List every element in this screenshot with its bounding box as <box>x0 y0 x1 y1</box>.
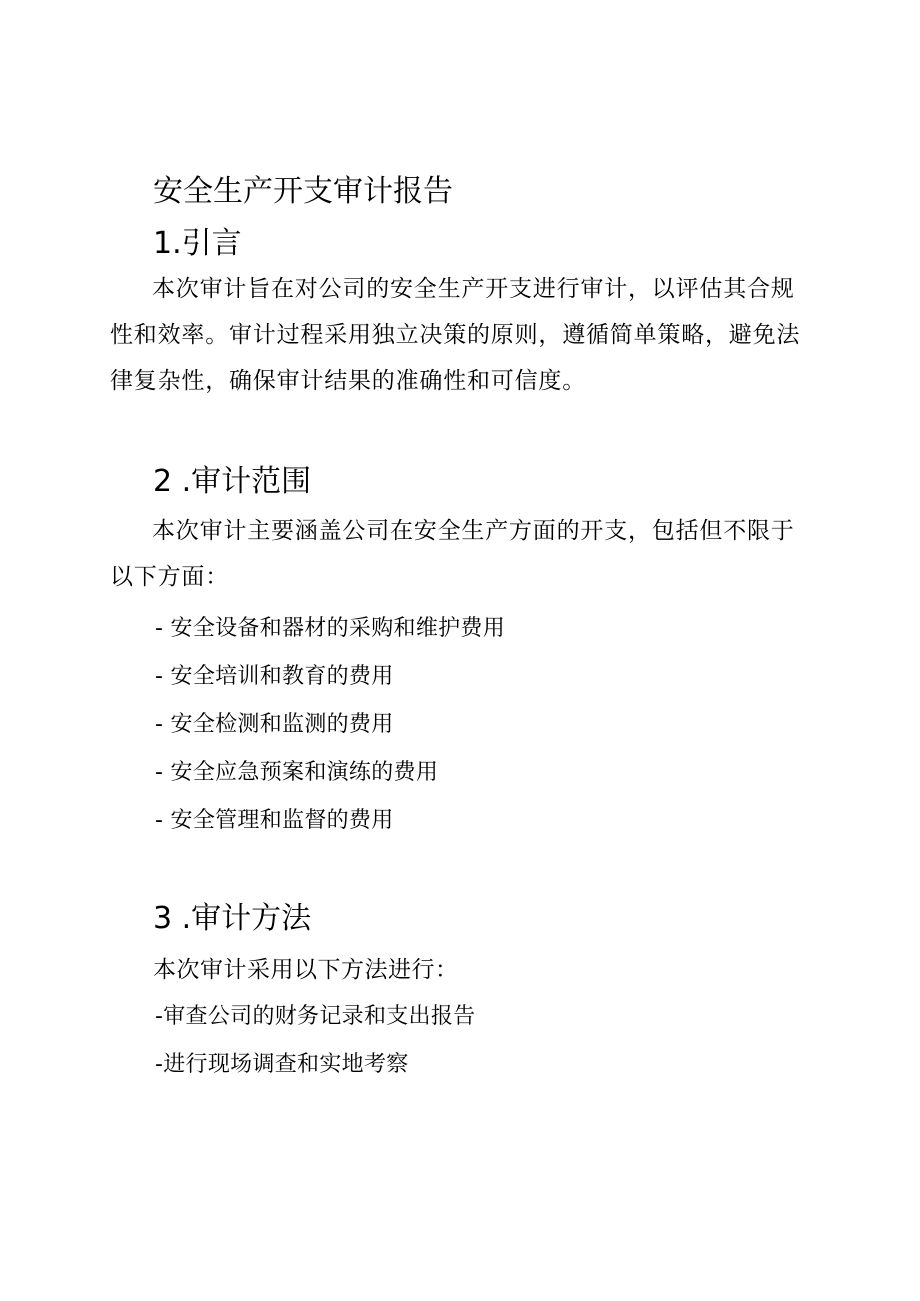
list-item: - 安全培训和教育的费用 <box>155 664 394 689</box>
list-item: - 安全管理和监督的费用 <box>155 808 394 833</box>
list-item: -进行现场调查和实地考察 <box>155 1052 409 1077</box>
section-heading-introduction: 1.引言 <box>153 226 242 261</box>
list-item: - 安全应急预案和演练的费用 <box>155 760 439 785</box>
section-heading-methods: 3 .审计方法 <box>153 901 312 936</box>
list-item: - 安全检测和监测的费用 <box>155 712 394 737</box>
section-paragraph-introduction: 本次审计旨在对公司的安全生产开支进行审计，以评估其合规性和效率。审计过程采用独立决策的原则，遵循简单策略，避免法律复杂性，确保审计结果的准确性和可信度。 <box>110 276 801 394</box>
section-paragraph-methods: 本次审计采用以下方法进行： <box>153 957 459 983</box>
list-item: - 安全设备和器材的采购和维护费用 <box>155 616 506 641</box>
document-title: 安全生产开支审计报告 <box>153 174 453 209</box>
section-heading-scope: 2 .审计范围 <box>153 464 312 499</box>
section-paragraph-scope: 本次审计主要涵盖公司在安全生产方面的开支，包括但不限于以下方面： <box>110 518 795 590</box>
list-item: -审查公司的财务记录和支出报告 <box>155 1004 476 1029</box>
